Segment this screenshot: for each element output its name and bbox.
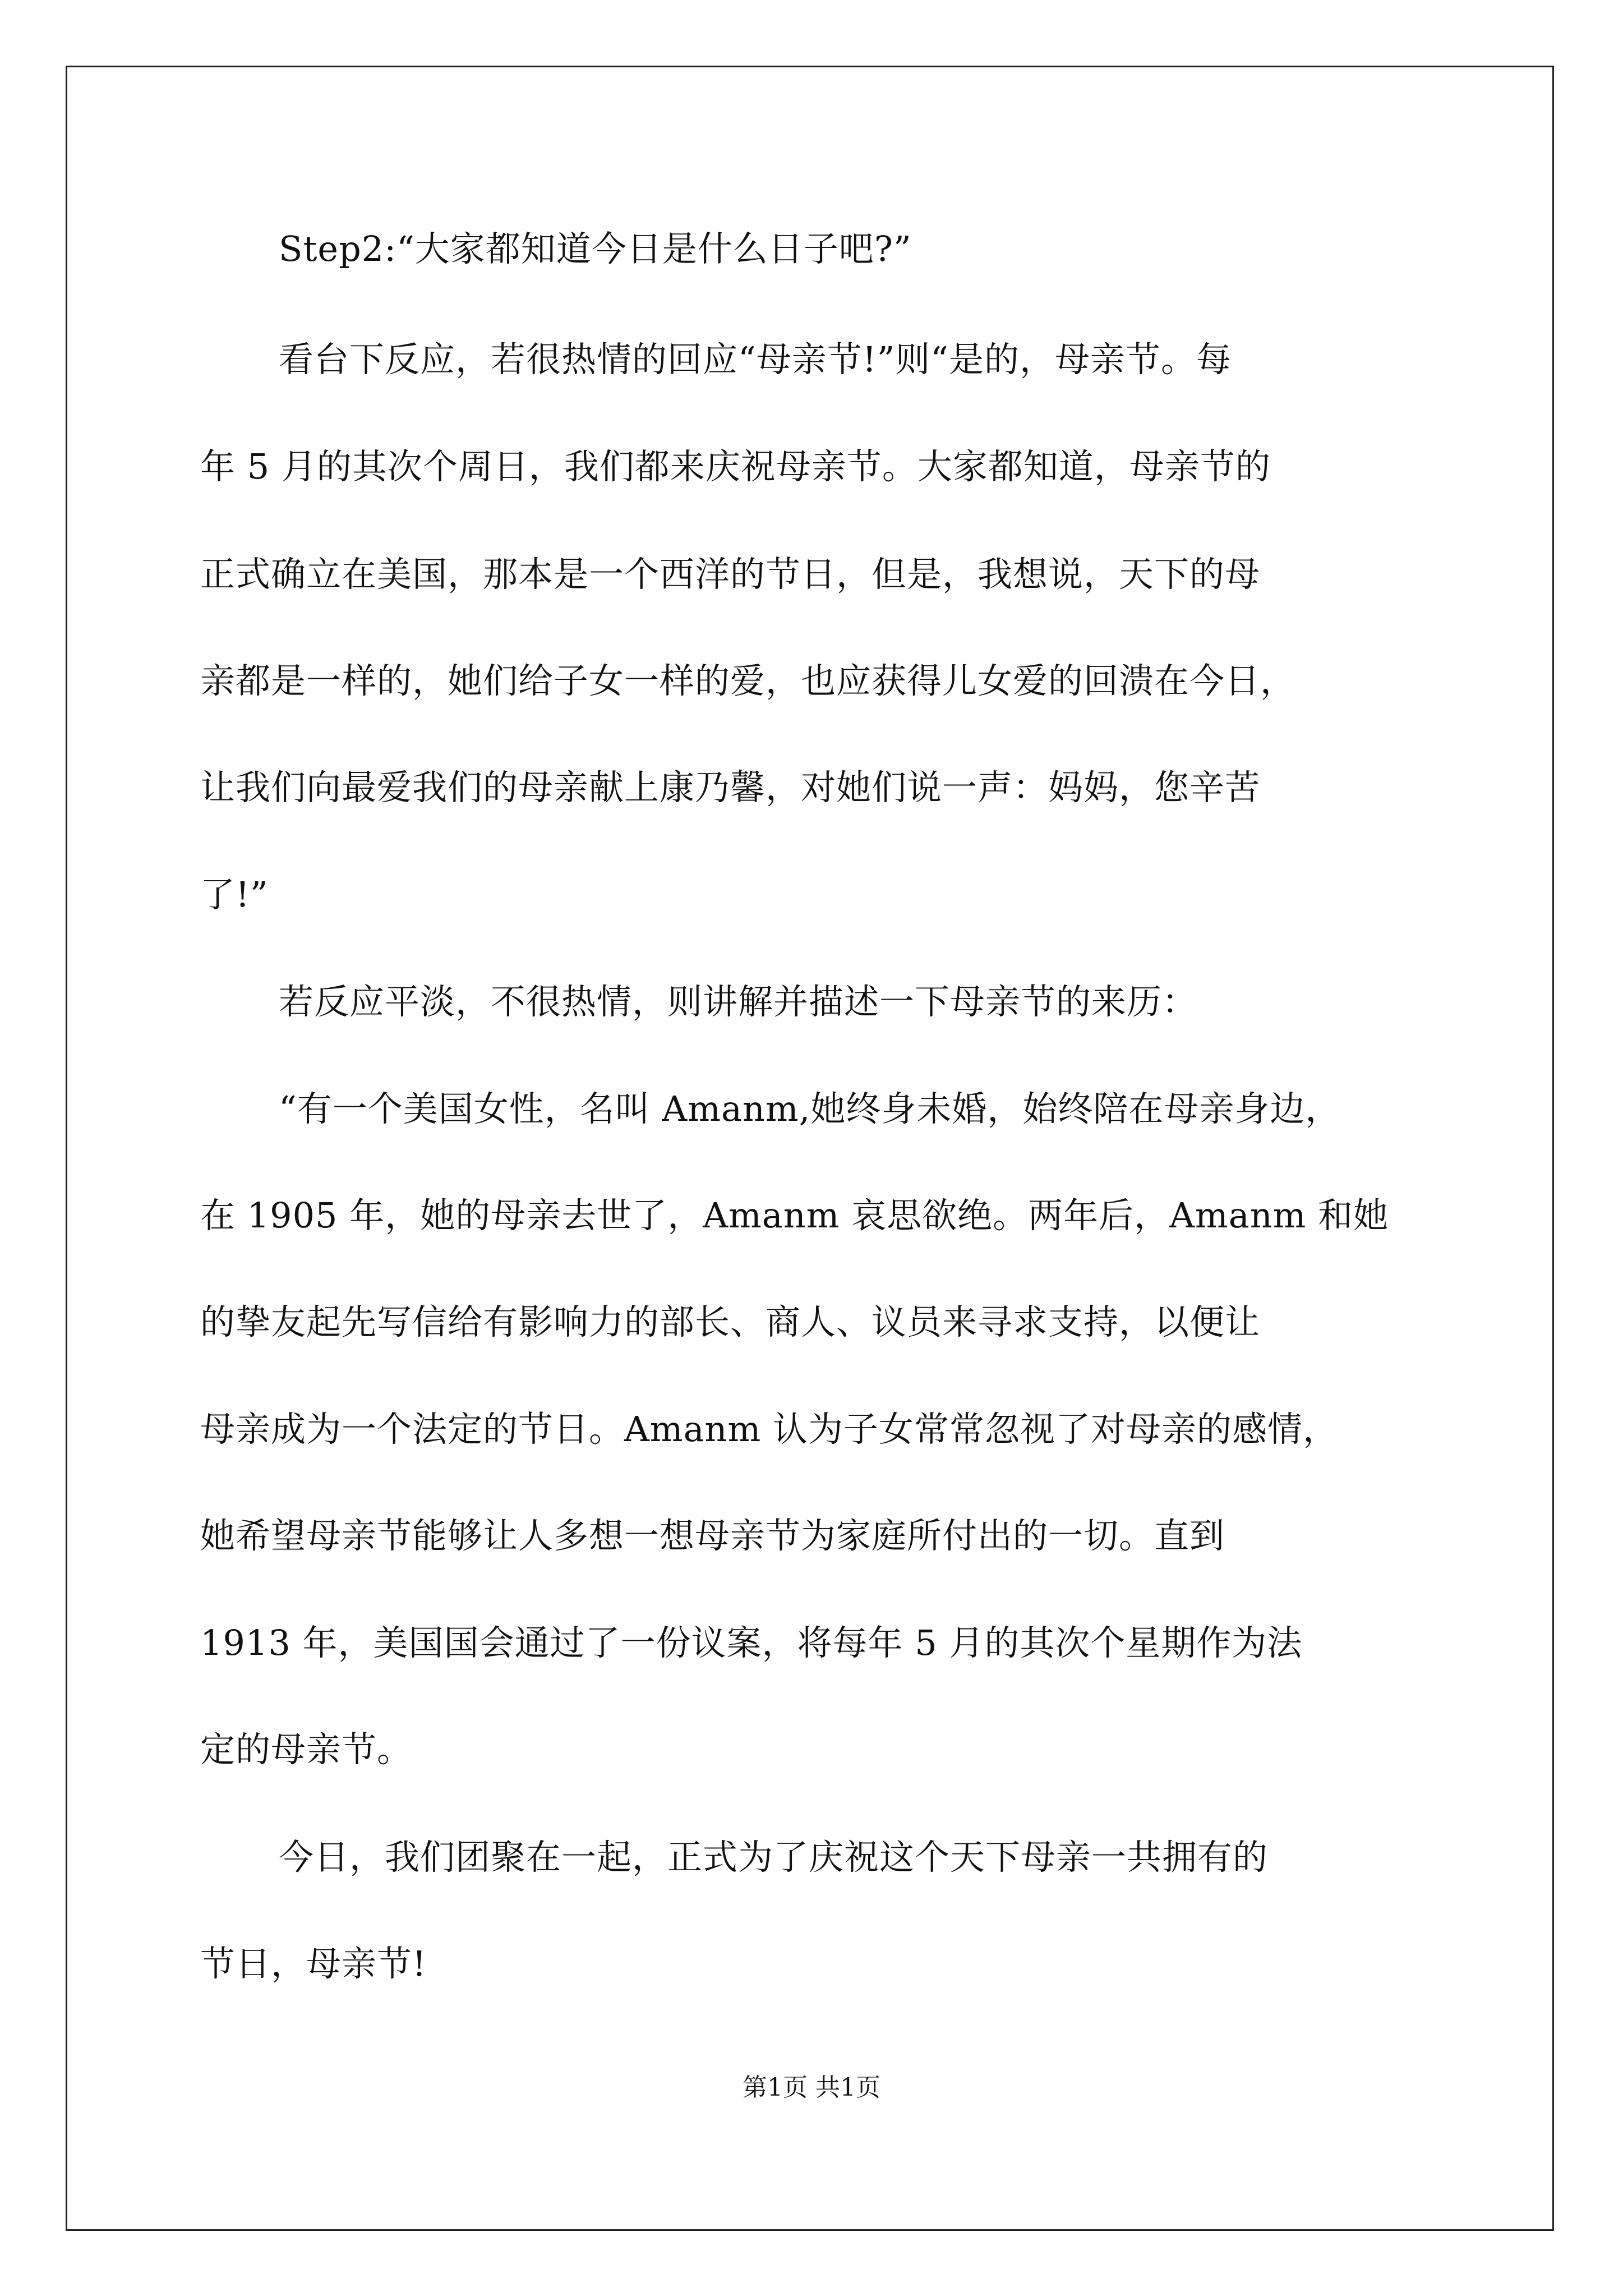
text-line: 了!”	[200, 874, 269, 915]
text-line: 亲都是一样的，她们给子女一样的爱，也应获得儿女爱的回溃在今日，	[200, 660, 1296, 701]
text-line: 她希望母亲节能够让人多想一想母亲节为家庭所付出的一切。直到	[200, 1515, 1225, 1556]
text-line: 在 1905 年，她的母亲去世了，Amanm 哀思欲绝。两年后，Amanm 和她	[200, 1195, 1389, 1236]
text-line: “有一个美国女性，名叫 Amanm,她终身未婚，始终陪在母亲身边，	[279, 1088, 1341, 1129]
text-line: 正式确立在美国，那本是一个西洋的节日，但是，我想说，天下的母	[200, 554, 1261, 595]
text-line: 年 5 月的其次个周日，我们都来庆祝母亲节。大家都知道，母亲节的	[200, 446, 1271, 487]
text-line: 若反应平淡，不很热情，则讲解并描述一下母亲节的来历：	[279, 981, 1198, 1022]
text-line: 看台下反应，若很热情的回应“母亲节!”则“是的，母亲节。每	[279, 339, 1232, 380]
text-line: Step2:“大家都知道今日是什么日子吧?”	[279, 228, 912, 269]
text-line: 母亲成为一个法定的节日。Amanm 认为子女常常忽视了对母亲的感情，	[200, 1409, 1338, 1450]
text-line: 让我们向最爱我们的母亲献上康乃馨，对她们说一声：妈妈，您辛苦	[200, 767, 1261, 808]
text-line: 定的母亲节。	[200, 1729, 413, 1770]
text-line: 节日，母亲节!	[200, 1943, 427, 1984]
page-number-footer: 第1页 共1页	[743, 2073, 880, 2102]
text-line: 今日，我们团聚在一起，正式为了庆祝这个天下母亲一共拥有的	[279, 1837, 1269, 1878]
page-border	[66, 66, 1554, 2231]
text-line: 1913 年，美国国会通过了一份议案，将每年 5 月的其次个星期作为法	[200, 1622, 1303, 1663]
text-line: 的挚友起先写信给有影响力的部长、商人、议员来寻求支持，以便让	[200, 1301, 1261, 1342]
